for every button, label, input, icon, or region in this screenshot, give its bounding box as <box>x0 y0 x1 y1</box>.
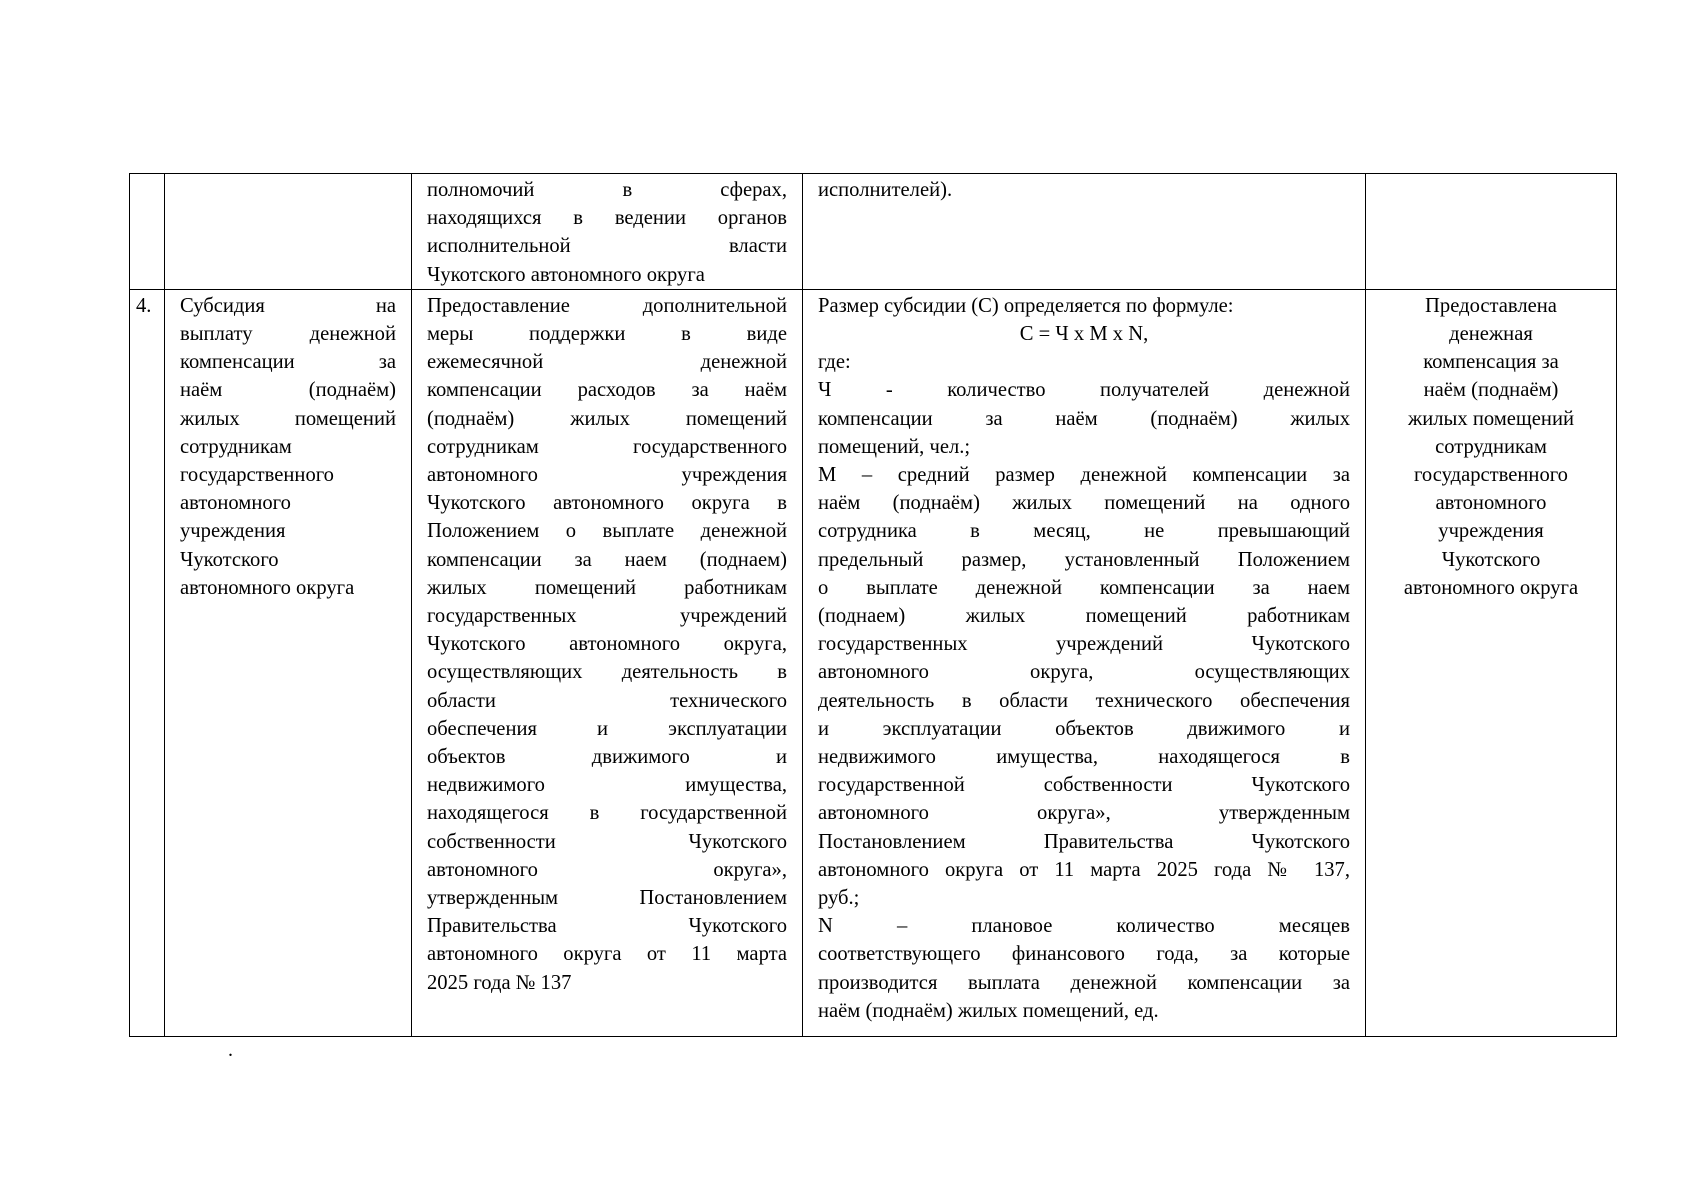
cell-text-line: компенсации за наём (поднаём) жилых <box>818 407 1350 430</box>
cell-text-line: соответствующего финансового года, за которые <box>818 943 1350 966</box>
cell-text-line: недвижимого имущества, <box>427 774 787 797</box>
cell-text-line: о выплате денежной компенсации за наем <box>818 576 1350 599</box>
cell-text-line: деятельность в области технического обеспечения <box>818 689 1350 712</box>
cell-text-line: Чукотского автономного округа в <box>427 492 787 515</box>
cell-text-line: С = Ч х М х N, <box>1019 323 1149 346</box>
cell-text-line: ежемесячной денежной <box>427 351 787 374</box>
cell-number <box>130 289 165 1036</box>
cell-text-line: находящихся в ведении органов <box>427 207 787 230</box>
cell-text-line: Чукотского автономного округа <box>427 263 705 286</box>
cell-text-line: Чукотского <box>180 548 279 571</box>
cell-text-line: государственных учреждений Чукотского <box>818 633 1350 656</box>
cell-text-line: автономного округа от 11 марта 2025 года № 137, <box>818 858 1350 881</box>
cell-text-line: недвижимого имущества, находящегося в <box>818 746 1350 769</box>
cell-text-line: полномочий в сферах, <box>427 179 787 201</box>
table-row-4 <box>130 289 1617 1036</box>
cell-text-line: меры поддержки в виде <box>427 323 787 346</box>
cell-text-line: наём (поднаём) <box>180 379 396 402</box>
cell-text-line: Ч - количество получателей денежной <box>818 379 1350 402</box>
cell-text-line: наём (поднаём) жилых помещений, ед. <box>818 999 1159 1022</box>
cell-text-line: N – плановое количество месяцев <box>818 915 1350 938</box>
cell-text-line: государственного <box>180 464 334 487</box>
cell-text-line: обеспечения и эксплуатации <box>427 717 787 740</box>
cell-text-line: автономного <box>1435 492 1547 515</box>
cell-text-line: Правительства Чукотского <box>427 915 787 938</box>
cell-text-line: осуществляющих деятельность в <box>427 661 787 684</box>
cell-text-line: автономного округа от 11 марта <box>427 943 787 966</box>
cell-name <box>165 174 412 290</box>
cell-text-line: наём (поднаём) <box>1423 379 1559 402</box>
cell-text-line: выплату денежной <box>180 323 396 346</box>
cell-text-line: исполнительной власти <box>427 235 787 258</box>
cell-result <box>1366 289 1617 1036</box>
cell-text-line: Предоставлена <box>1425 294 1557 317</box>
cell-result <box>1366 174 1617 290</box>
cell-text-line: Чукотского автономного округа, <box>427 633 787 656</box>
cell-name <box>165 289 412 1036</box>
cell-purpose <box>412 289 803 1036</box>
cell-text-line: Размер субсидии (С) определяется по формуле: <box>818 294 1234 317</box>
cell-text-line: учреждения <box>1438 520 1544 543</box>
cell-number <box>130 174 165 290</box>
cell-text-line: автономного округа», <box>427 858 787 881</box>
cell-text-line: Субсидия на <box>180 294 396 317</box>
footer-mark: . <box>228 1039 233 1061</box>
cell-text-line: М – средний размер денежной компенсации за <box>818 464 1350 487</box>
cell-purpose <box>412 174 803 290</box>
document-table <box>129 173 1617 1037</box>
cell-text-line: производится выплата денежной компенсации за <box>818 971 1350 994</box>
cell-text-line: руб.; <box>818 887 860 910</box>
cell-text-line: собственности Чукотского <box>427 830 787 853</box>
cell-text-line: 2025 года № 137 <box>427 971 572 994</box>
cell-text-line: сотрудникам <box>1435 435 1547 458</box>
cell-text-line: Постановлением Правительства Чукотского <box>818 830 1350 853</box>
cell-text-line: автономного учреждения <box>427 464 787 487</box>
cell-method <box>803 289 1366 1036</box>
cell-text-line: объектов движимого и <box>427 746 787 769</box>
cell-text-line: (поднаем) жилых помещений работникам <box>818 605 1350 628</box>
cell-text-line: государственного <box>1414 464 1568 487</box>
row-number: 4. <box>136 294 152 317</box>
cell-text-line: компенсации за наем (поднаем) <box>427 548 787 571</box>
cell-text-line: автономного округа <box>180 576 355 599</box>
table-row-continued <box>130 174 1617 290</box>
cell-text-line: находящегося в государственной <box>427 802 787 825</box>
cell-text-line: учреждения <box>180 520 286 543</box>
cell-text-line: Чукотского <box>1441 548 1541 571</box>
cell-text-line: (поднаём) жилых помещений <box>427 407 787 430</box>
cell-text-line: утвержденным Постановлением <box>427 887 787 910</box>
cell-text-line: автономного округа», утвержденным <box>818 802 1350 825</box>
cell-text-line: Положением о выплате денежной <box>427 520 787 543</box>
cell-text-line: автономного <box>180 492 291 515</box>
cell-text-line: помещений, чел.; <box>818 435 971 458</box>
cell-text-line: жилых помещений <box>180 407 396 430</box>
cell-text-line: исполнителей). <box>818 179 953 201</box>
cell-text-line: государственных учреждений <box>427 605 787 628</box>
cell-text-line: компенсация за <box>1423 351 1559 374</box>
cell-text-line: где: <box>818 351 851 374</box>
cell-text-line: области технического <box>427 689 787 712</box>
cell-method <box>803 174 1366 290</box>
cell-text-line: компенсации за <box>180 351 396 374</box>
cell-text-line: автономного округа, осуществляющих <box>818 661 1350 684</box>
cell-text-line: автономного округа <box>1403 576 1579 599</box>
cell-text-line: жилых помещений работникам <box>427 576 787 599</box>
cell-text-line: сотрудникам государственного <box>427 435 787 458</box>
cell-text-line: сотрудникам <box>180 435 292 458</box>
cell-text-line: компенсации расходов за наём <box>427 379 787 402</box>
cell-text-line: жилых помещений <box>1408 407 1574 430</box>
cell-text-line: и эксплуатации объектов движимого и <box>818 717 1350 740</box>
cell-text-line: сотрудника в месяц, не превышающий <box>818 520 1350 543</box>
cell-text-line: Предоставление дополнительной <box>427 294 787 317</box>
cell-text-line: наём (поднаём) жилых помещений на одного <box>818 492 1350 515</box>
cell-text-line: государственной собственности Чукотского <box>818 774 1350 797</box>
cell-text-line: предельный размер, установленный Положением <box>818 548 1350 571</box>
cell-text-line: денежная <box>1449 323 1533 346</box>
